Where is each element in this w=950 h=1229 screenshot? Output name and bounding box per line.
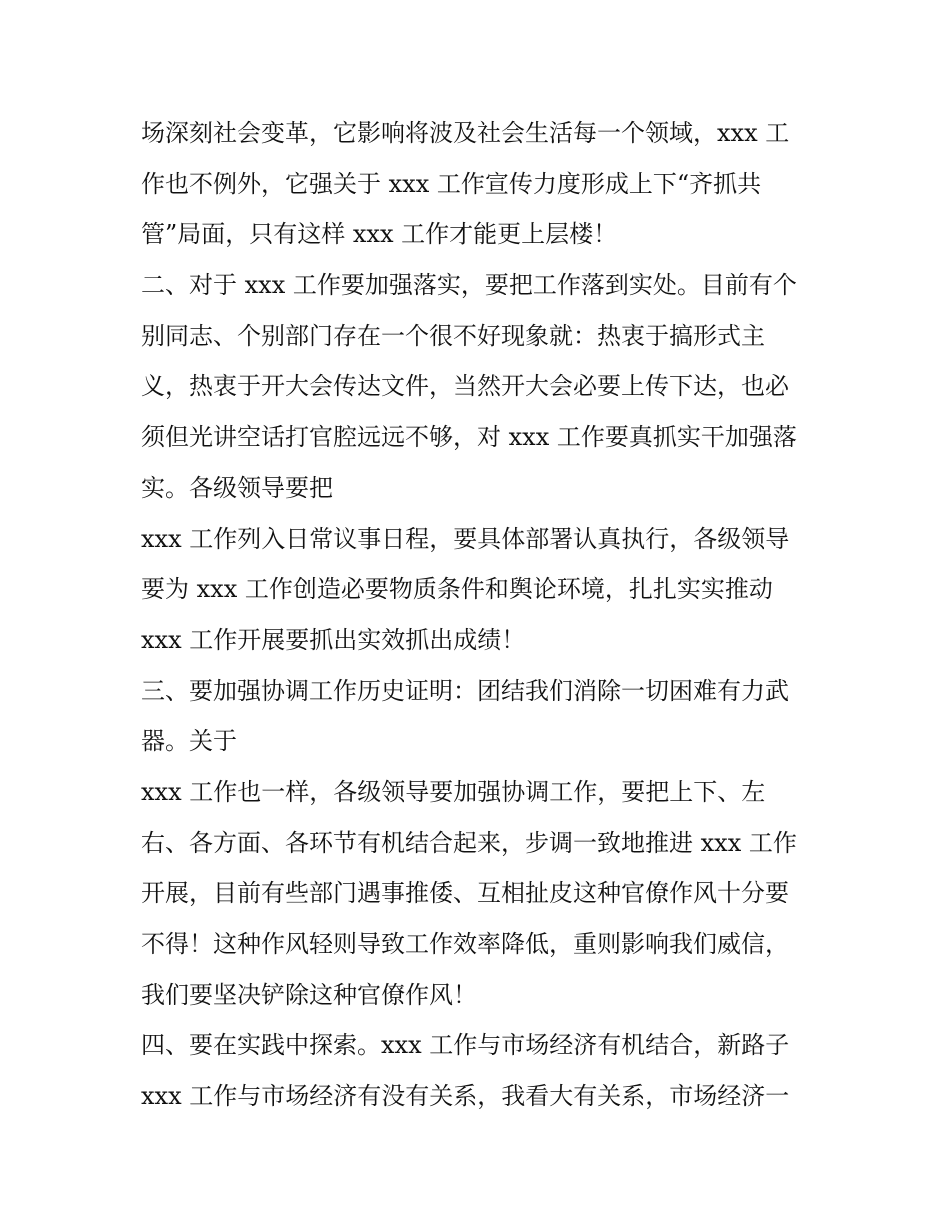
text-line: 要为 xxx 工作创造必要物质条件和舆论环境，扎扎实实推动: [141, 575, 773, 604]
text-line: 管”局面，只有这样 xxx 工作才能更上层楼！: [141, 220, 618, 249]
text-line: 右、各方面、各环节有机结合起来，步调一致地推进 xxx 工作: [141, 828, 797, 857]
text-line: 我们要坚决铲除这种官僚作风！: [141, 980, 477, 1009]
text-line: xxx 工作开展要抓出实效抓出成绩！: [141, 625, 526, 654]
text-line: 场深刻社会变革，它影响将波及社会生活每一个领域，xxx 工: [141, 119, 790, 147]
text-line: 实。各级领导要把: [141, 473, 333, 502]
text-line: 作也不例外，它强关于 xxx 工作宣传力度形成上下“齐抓共: [141, 169, 762, 198]
text-line: 别同志、个别部门存在一个很不好现象就：热衷于搞形式主: [141, 321, 765, 350]
body-text: [141, 108, 831, 1122]
text-line: 开展，目前有些部门遇事推倭、互相扯皮这种官僚作风十分要: [141, 879, 789, 908]
text-line: 义，热衷于开大会传达文件，当然开大会必要上传下达，也必: [141, 372, 789, 401]
text-line: xxx 工作列入日常议事日程，要具体部署认真执行，各级领导: [141, 524, 790, 553]
text-line: 三、要加强协调工作历史证明：团结我们消除一切困难有力武: [141, 676, 789, 705]
text-line: 不得！这种作风轻则导致工作效率降低，重则影响我们威信，: [141, 930, 789, 958]
text-line: 须但光讲空话打官腔远远不够，对 xxx 工作要真抓实干加强落: [141, 423, 797, 452]
text-line: 二、对于 xxx 工作要加强落实，要把工作落到实处。目前有个: [141, 271, 797, 300]
text-line: 器。关于: [141, 727, 237, 756]
text-line: 四、要在实践中探索。xxx 工作与市场经济有机结合，新路子: [141, 1031, 790, 1060]
text-line: xxx 工作与市场经济有没有关系，我看大有关系，市场经济一: [141, 1082, 790, 1111]
text-line: xxx 工作也一样，各级领导要加强协调工作，要把上下、左: [141, 777, 766, 806]
